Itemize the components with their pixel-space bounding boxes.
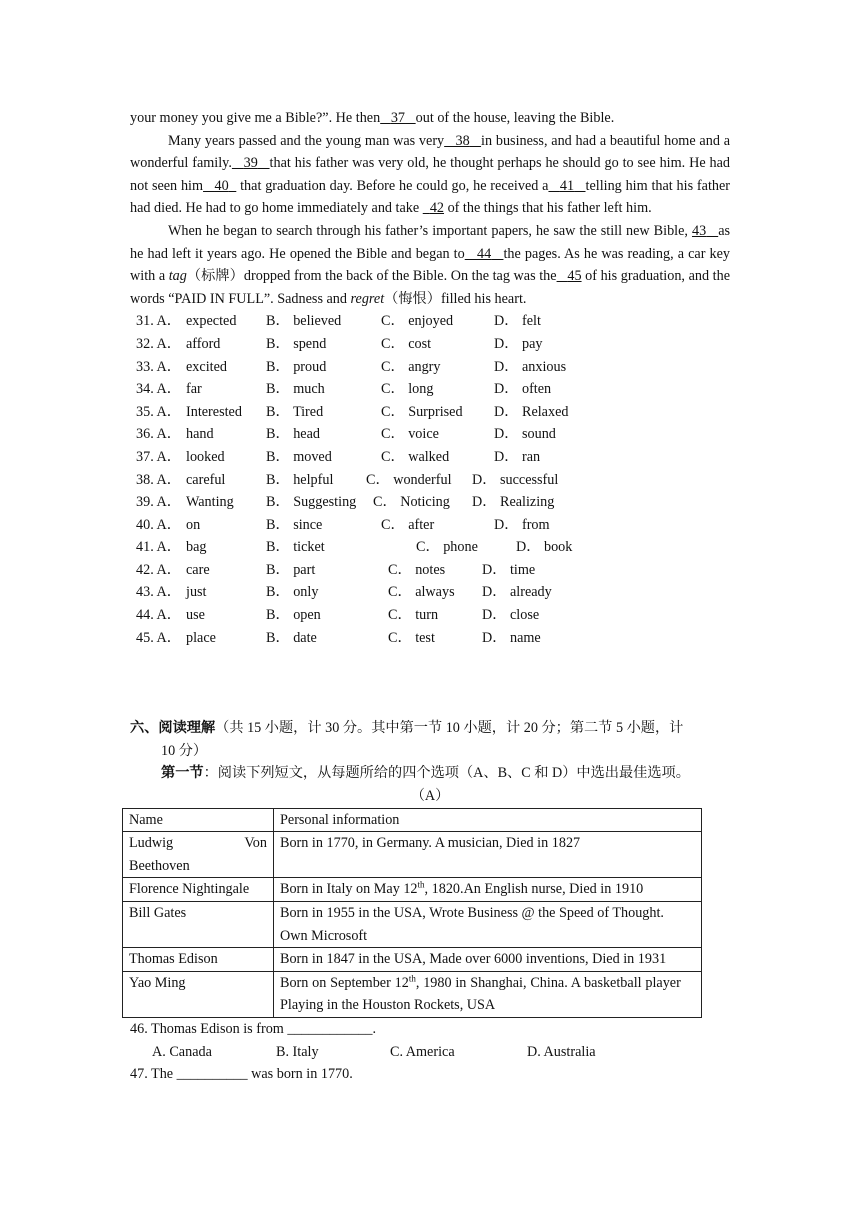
option-c: C． walked [381, 448, 450, 465]
question-number: 44. A． [136, 607, 181, 624]
option-a: on [186, 516, 201, 533]
table-cell-info: Born in 1770, in Germany. A musician, Died in 1827 [274, 832, 702, 878]
answer-options-list [130, 310, 730, 649]
option-c: C． after [381, 516, 435, 533]
option-b: B． date [266, 629, 317, 646]
table-cell-name: Florence Nightingale [123, 878, 274, 902]
table-cell-name: Thomas Edison [123, 948, 274, 972]
option-c: C． angry [381, 358, 441, 375]
option-b: B． believed [266, 313, 342, 330]
subsection-one-text: ：阅读下列短文，从每题所给的四个选项（A、B、C 和 D）中选出最佳选项。 [203, 765, 690, 782]
option-b: B． ticket [266, 539, 325, 556]
option-a: place [186, 629, 216, 646]
passage-text: filled his heart. [440, 290, 527, 307]
option-a: use [186, 607, 205, 624]
option-row-44 [130, 604, 730, 627]
table-cell-name: Yao Ming [123, 971, 274, 1017]
question-number: 45. A． [136, 629, 181, 646]
passage-text: that graduation day. Before he could go, he received a [236, 177, 549, 194]
option-row-36 [130, 423, 730, 446]
table-cell-info: Born in 1955 in the USA, Wrote Business @ the Speed of Thought. Own Microsoft [274, 902, 702, 948]
option-c: C． wonderful [366, 471, 452, 488]
passage-paragraph-1 [130, 107, 730, 130]
passage-text: the pages. As he was reading, a car key with a [130, 245, 731, 285]
option-c: C． turn [388, 607, 439, 624]
option-d: D． ran [494, 448, 541, 465]
option-row-32 [130, 333, 730, 356]
option-d: D． time [482, 561, 536, 578]
option-row-39 [130, 491, 730, 514]
regret-word: regret [350, 290, 385, 307]
table-cell-info: Born in Italy on May 12th, 1820.An English nurse, Died in 1910 [274, 878, 702, 902]
option-row-34 [130, 378, 730, 401]
passage-text: dropped from the back of the Bible. On the tag was the [243, 268, 557, 285]
question-number: 42. A． [136, 561, 181, 578]
option-b: B． moved [266, 448, 332, 465]
question-number: 33. A． [136, 358, 181, 375]
question-number: 31. A． [136, 313, 181, 330]
option-a: A. Canada [152, 1043, 212, 1060]
question-number: 40. A． [136, 516, 181, 533]
option-c: C． phone [416, 539, 478, 556]
option-a: careful [186, 471, 226, 488]
option-c: C. America [390, 1043, 455, 1060]
option-a: bag [186, 539, 207, 556]
subsection-one-instruction [130, 762, 730, 785]
option-c: C． always [388, 584, 455, 601]
option-b: B． helpful [266, 471, 334, 488]
passage-text: telling him that his father had died. He had to go home immediately and take [130, 177, 730, 217]
tag-word: tag [168, 268, 187, 285]
table-cell-info: Born on September 12th, 1980 in Shanghai, China. A basketball player Playing in the Houston Rockets, USA [274, 971, 702, 1017]
option-a: care [186, 561, 210, 578]
passage-text: that his father was very old, he thought perhaps he should go to see him. He had not seen him [130, 155, 731, 194]
table-cell-name: Bill Gates [123, 902, 274, 948]
blank-40: 40 [214, 177, 229, 194]
option-row-45 [130, 627, 730, 650]
option-d: D． close [482, 607, 540, 624]
option-c: C． voice [381, 426, 439, 443]
blank-37: 37 [390, 110, 406, 126]
option-b: B． proud [266, 358, 327, 375]
option-d: D． book [516, 539, 573, 556]
option-row-38 [130, 469, 730, 492]
blank-38: 38 [455, 132, 470, 149]
table-row [123, 902, 702, 948]
question-number: 32. A． [136, 335, 181, 352]
option-row-35 [130, 401, 730, 424]
section-six-note-cont: 10 分） [161, 742, 208, 759]
section-six-title: 六、阅读理解 [130, 720, 216, 737]
option-a: just [186, 584, 207, 601]
table-row [123, 878, 702, 902]
option-b: B． Suggesting [266, 494, 357, 511]
option-b: B． part [266, 561, 316, 578]
question-number: 35. A． [136, 403, 181, 420]
blank-39: 39 [243, 155, 258, 172]
table-header-info: Personal information [274, 808, 702, 832]
option-c: C． long [381, 381, 434, 398]
table-header-row [123, 808, 702, 832]
option-a: afford [186, 335, 221, 352]
blank-44: 44 [477, 245, 492, 262]
option-d: D． successful [472, 471, 559, 488]
blank-42: 42 [429, 200, 445, 217]
option-d: D． from [494, 516, 550, 533]
option-b: B． only [266, 584, 319, 601]
option-d: D. Australia [527, 1043, 596, 1060]
option-d: D． anxious [494, 358, 567, 375]
table-row [123, 971, 702, 1017]
option-d: D． sound [494, 426, 556, 443]
option-b: B． head [266, 426, 320, 443]
question-number: 37. A． [136, 448, 181, 465]
option-row-41 [130, 536, 730, 559]
question-46: 46. Thomas Edison is from ____________. [130, 1020, 377, 1037]
info-table [122, 808, 702, 1018]
question-47: 47. The __________ was born in 1770. [130, 1066, 353, 1083]
option-a: expected [186, 313, 237, 330]
option-b: B． since [266, 516, 323, 533]
option-d: D． felt [494, 313, 541, 330]
option-a: hand [186, 426, 214, 443]
question-number: 38. A． [136, 471, 181, 488]
option-d: D． Realizing [472, 494, 555, 511]
passage-text: of the things that his father left him. [447, 200, 652, 217]
passage-paragraph-2 [130, 130, 730, 220]
question-number: 34. A． [136, 381, 181, 398]
passage-label-a: （A） [410, 788, 450, 805]
option-a: excited [186, 358, 227, 375]
option-c: C． notes [388, 561, 446, 578]
option-row-37 [130, 446, 730, 469]
passage-text: of his graduation, and the words “PAID IN FULL”. Sadness and [130, 268, 730, 307]
section-six-heading [130, 717, 730, 740]
question-number: 41. A． [136, 539, 181, 556]
option-d: D． Relaxed [494, 403, 569, 420]
option-row-40 [130, 514, 730, 537]
option-b: B. Italy [276, 1043, 319, 1060]
question-number: 36. A． [136, 426, 181, 443]
option-b: B． spend [266, 335, 327, 352]
section-six-note: （共 15 小题，计 30 分。其中第一节 10 小题，计 20 分；第二节 5 小题，计 [215, 720, 684, 737]
option-b: B． much [266, 381, 325, 398]
passage-text: out of the house, leaving the Bible. [415, 110, 615, 126]
question-number: 43. A． [136, 584, 181, 601]
option-row-42 [130, 559, 730, 582]
option-c: C． enjoyed [381, 313, 454, 330]
option-a: far [186, 381, 202, 398]
passage-paragraph-3 [130, 220, 730, 310]
option-c: C． Surprised [381, 403, 463, 420]
table-row [123, 948, 702, 972]
option-row-33 [130, 356, 730, 379]
option-b: B． open [266, 607, 321, 624]
passage-text: as he had left it years ago. He opened the Bible and began to [130, 222, 731, 262]
option-c: C． test [388, 629, 435, 646]
tag-gloss: （标牌） [186, 268, 244, 285]
option-a: looked [186, 448, 225, 465]
option-a: Wanting [186, 494, 234, 511]
option-c: C． Noticing [373, 494, 450, 511]
question-46-options [130, 1041, 730, 1064]
blank-43: 43 [691, 222, 707, 239]
subsection-one-title: 第一节 [161, 765, 204, 782]
table-cell-info: Born in 1847 in the USA, Made over 6000 inventions, Died in 1931 [274, 948, 702, 972]
option-d: D． already [482, 584, 552, 601]
option-d: D． often [494, 381, 552, 398]
table-cell-name: Ludwig Von Beethoven [123, 832, 274, 878]
option-c: C． cost [381, 335, 432, 352]
passage-text: your money you give me a Bible?”. He then [130, 110, 381, 126]
question-number: 39. A． [136, 494, 181, 511]
exam-page [130, 107, 730, 1086]
regret-gloss: （悔恨） [384, 290, 441, 307]
passage-text: in business, and had a beautiful home and a wonderful family. [130, 132, 730, 172]
option-row-31 [130, 310, 730, 333]
blank-41: 41 [559, 177, 575, 194]
option-d: D． name [482, 629, 541, 646]
option-b: B． Tired [266, 403, 324, 420]
passage-text: When he began to search through his father’s important papers, he saw the still new Bible, [168, 222, 688, 239]
option-d: D． pay [494, 335, 543, 352]
blank-45: 45 [567, 268, 582, 285]
table-row [123, 832, 702, 878]
table-header-name: Name [123, 808, 274, 832]
passage-text: Many years passed and the young man was very [168, 132, 445, 149]
option-row-43 [130, 581, 730, 604]
option-a: Interested [186, 403, 242, 420]
section-gap [130, 649, 730, 717]
